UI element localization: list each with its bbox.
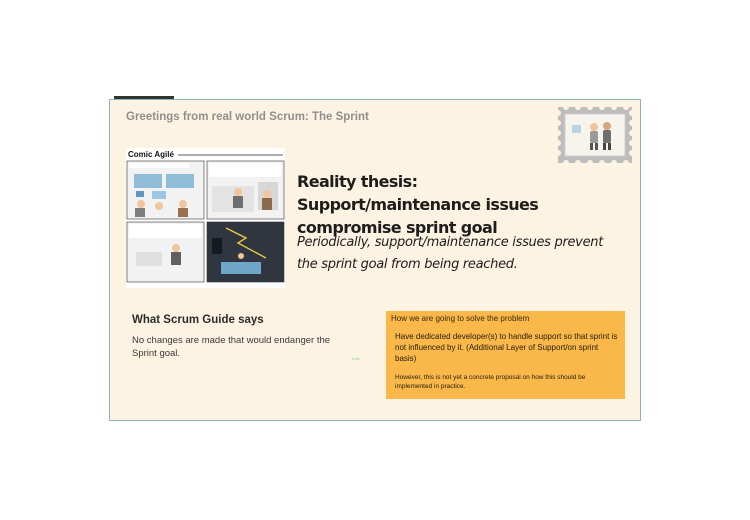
slide-card <box>109 99 641 421</box>
reality-thesis-heading: Reality thesis: Support/maintenance issues compromise sprint goal <box>297 172 539 237</box>
solution-note: However, this is not yet a concrete proposal on how this should be implemented in practice. <box>395 374 586 390</box>
comic-label: Comic Agilé <box>128 150 174 159</box>
solution-text: Have dedicated developer(s) to handle support so that sprint is not influenced by it. (Additional Layer of Support/on sprint basis) <box>395 332 618 363</box>
scrum-guide-text: No changes are made that would endanger the Sprint goal. <box>132 335 331 359</box>
comic-strip-image <box>126 148 285 288</box>
thesis-description: Periodically, support/maintenance issues prevent the sprint goal from being reached. <box>297 235 604 272</box>
slide-title: Greetings from real world Scrum: The Sprint <box>126 111 369 123</box>
scrum-guide-heading: What Scrum Guide says <box>132 314 264 326</box>
postage-stamp-icon <box>558 107 632 163</box>
solution-heading: How we are going to solve the problem <box>391 314 530 323</box>
solution-box <box>386 311 625 399</box>
tiny-note: note <box>352 356 360 361</box>
